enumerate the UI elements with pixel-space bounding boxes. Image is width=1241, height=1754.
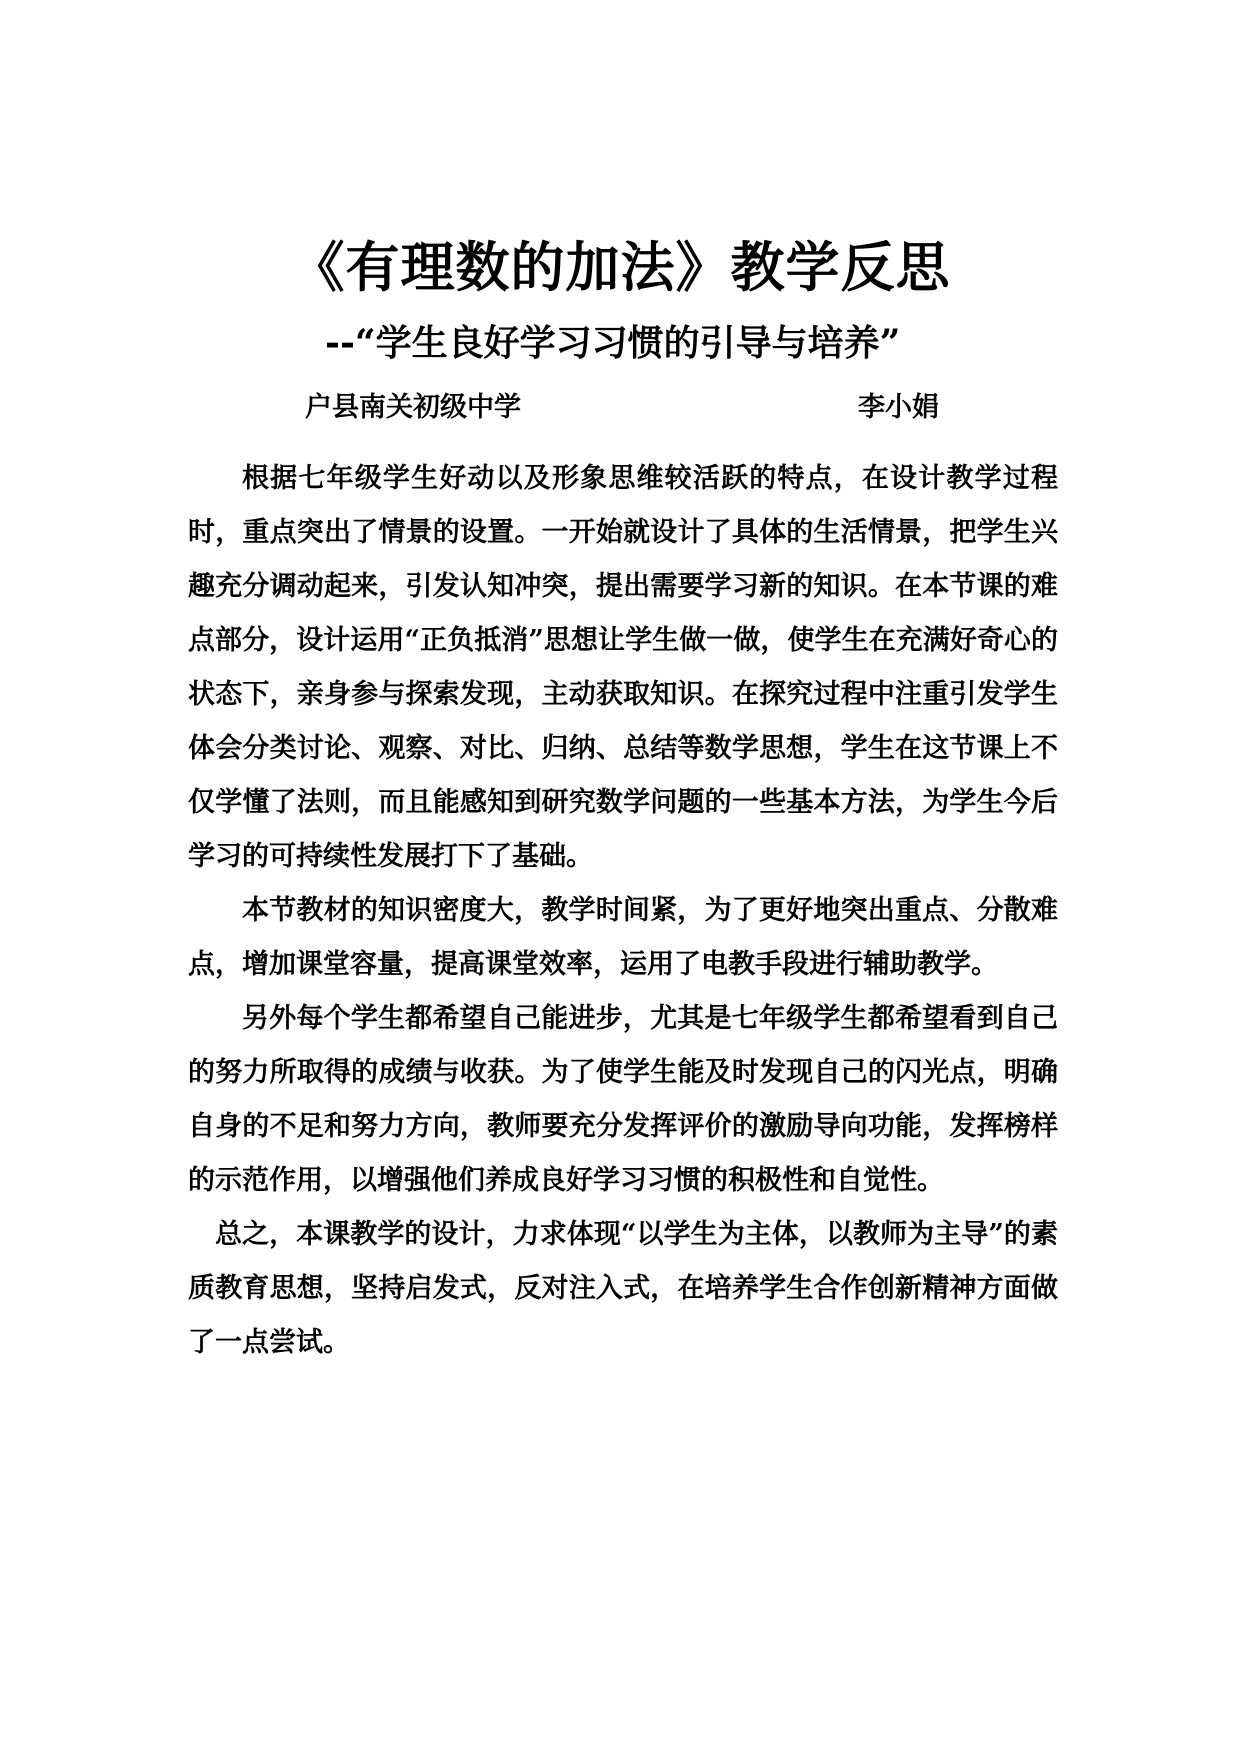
school-name: 户县南关初级中学 [305,392,521,423]
paragraph-2: 本节教材的知识密度大，教学时间紧，为了更好地突出重点、分散难点，增加课堂容量，提高课堂效率，运用了电教手段进行辅助教学。 [188,895,1058,980]
body-text [188,452,1058,1370]
paragraph-4: 总之，本课教学的设计，力求体现“以学生为主体，以教师为主导”的素质教育思想，坚持启发式，反对注入式，在培养学生合作创新精神方面做了一点尝试。 [188,1219,1058,1358]
author-name: 李小娟 [858,392,939,423]
document-title: 《有理数的加法》教学反思 [290,235,951,299]
paragraph-3: 另外每个学生都希望自己能进步，尤其是七年级学生都希望看到自己的努力所取得的成绩与收获。为了使学生能及时发现自己的闪光点，明确自身的不足和努力方向，教师要充分发挥评价的激励导向功能，发挥榜样的示范作用，以增强他们养成良好学习习惯的积极性和自觉性。 [188,1003,1058,1196]
paragraph-1: 根据七年级学生好动以及形象思维较活跃的特点，在设计教学过程时，重点突出了情景的设置。一开始就设计了具体的生活情景，把学生兴趣充分调动起来，引发认知冲突，提出需要学习新的知识。在本节课的难点部分，设计运用“正负抵消”思想让学生做一做，使学生在充满好奇心的状态下，亲身参与探索发现，主动获取知识。在探究过程中注重引发学生体会分类讨论、观察、对比、归纳、总结等数学思想，学生在这节课上不仅学懂了法则，而且能感知到研究数学问题的一些基本方法，为学生今后学习的可持续性发展打下了基础。 [188,463,1058,872]
document-subtitle: --“学生良好学习习惯的引导与培养” [325,322,901,364]
